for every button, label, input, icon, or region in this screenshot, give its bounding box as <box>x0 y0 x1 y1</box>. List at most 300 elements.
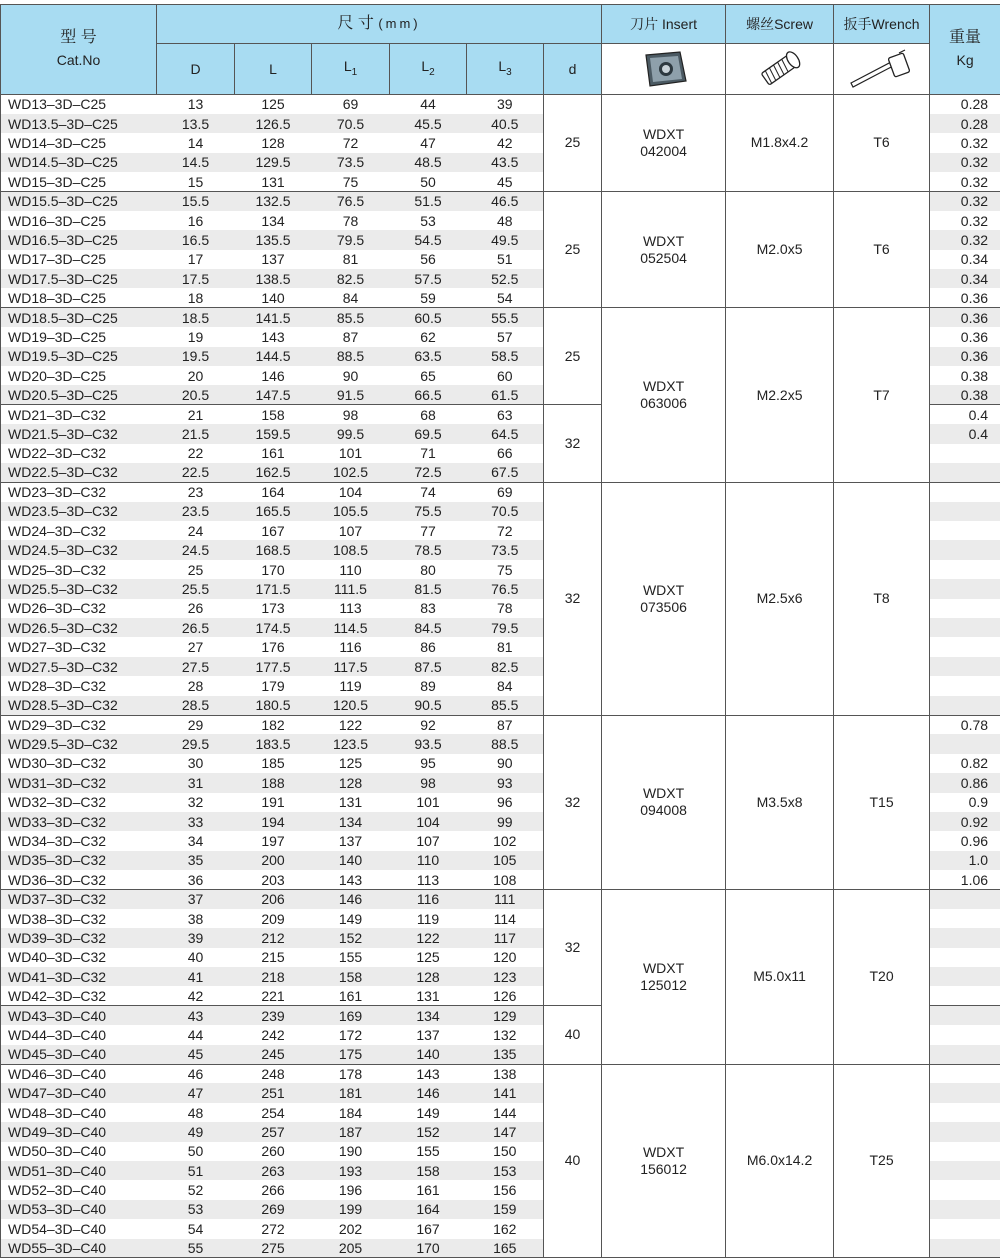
cell-weight: 0.9 <box>930 793 1000 812</box>
cell-d: 25 <box>544 191 602 307</box>
table-row <box>1 95 1000 114</box>
cell-D: 15 <box>187 173 204 190</box>
cell-cat-no: WD29–3D–C32 <box>1 715 157 734</box>
cell-weight: 1.0 <box>930 851 1000 870</box>
cell-weight <box>930 1025 1000 1044</box>
cell-D: 17.5 <box>157 269 235 288</box>
cell-L: 167 <box>261 522 285 539</box>
cell-L1: 193 <box>312 1161 390 1180</box>
cell-L: 129.5 <box>235 153 312 172</box>
cell-L3: 45 <box>467 172 544 191</box>
cell-weight <box>930 734 1000 753</box>
cell-cat-no: WD54–3D–C40 <box>1 1219 157 1238</box>
cell-D: 54 <box>187 1220 204 1237</box>
cell-L: 197 <box>261 833 285 850</box>
cell-L3: 111 <box>467 890 544 909</box>
cell-L2: 57.5 <box>390 269 467 288</box>
cell-L1: 101 <box>338 445 363 462</box>
cell-L2: 84.5 <box>390 618 467 637</box>
cell-L1: 169 <box>312 1006 390 1025</box>
cell-cat-no: WD52–3D–C40 <box>1 1180 157 1199</box>
cell-cat-no: WD30–3D–C32 <box>1 754 157 773</box>
cell-D: 16 <box>187 212 204 229</box>
cell-cat-no: WD39–3D–C32 <box>1 928 157 947</box>
cell-L1: 199 <box>312 1200 390 1219</box>
cell-weight: 0.36 <box>930 288 1000 307</box>
cell-weight: 0.34 <box>930 250 1000 269</box>
cell-L3: 78 <box>467 599 544 618</box>
cell-L1: 85.5 <box>312 308 390 327</box>
cell-cat-no: WD14–3D–C25 <box>1 133 157 152</box>
header-weight-en: Kg <box>956 52 974 68</box>
cell-L1: 98 <box>312 405 390 424</box>
cell-L1: 75 <box>342 173 359 190</box>
cell-L3: 141 <box>467 1083 544 1102</box>
cell-wrench: T6 <box>834 191 930 307</box>
cell-weight: 0.38 <box>930 366 1000 385</box>
insert-code: WDXT <box>642 1143 685 1160</box>
cell-L3: 93 <box>467 773 544 792</box>
cell-cat-no: WD15.5–3D–C25 <box>1 191 157 210</box>
cell-L2: 158 <box>390 1161 467 1180</box>
cell-L3: 54 <box>467 288 544 307</box>
cell-L1: 104 <box>312 482 390 501</box>
cell-L2: 93.5 <box>390 734 467 753</box>
cell-weight <box>930 637 1000 656</box>
cell-L2: 116 <box>390 890 467 909</box>
cell-cat-no: WD23.5–3D–C32 <box>1 502 157 521</box>
cell-wrench: T25 <box>834 1064 930 1258</box>
cell-cat-no: WD41–3D–C32 <box>1 967 157 986</box>
cell-screw: M1.8x4.2 <box>726 95 834 192</box>
cell-L2: 167 <box>416 1220 440 1237</box>
insert-size: 042004 <box>640 142 687 159</box>
cell-L2: 119 <box>416 910 440 927</box>
cell-D: 41 <box>157 967 235 986</box>
cell-weight <box>930 618 1000 637</box>
cell-L1: 134 <box>312 812 390 831</box>
cell-L: 266 <box>261 1182 285 1199</box>
cell-D: 37 <box>157 890 235 909</box>
cell-L3: 138 <box>467 1064 544 1083</box>
cell-L1: 123.5 <box>312 734 390 753</box>
cell-L: 212 <box>235 928 312 947</box>
cell-L1: 146 <box>312 890 390 909</box>
cell-L3: 165 <box>467 1239 544 1258</box>
cell-L3: 120 <box>467 948 544 967</box>
cell-cat-no: WD26–3D–C32 <box>1 599 157 618</box>
cell-D: 24.5 <box>157 540 235 559</box>
header-weight-cn: 重量 <box>949 29 982 46</box>
cell-L3: 64.5 <box>467 424 544 443</box>
cell-L1: 125 <box>338 755 363 772</box>
cell-L3: 135 <box>467 1045 544 1064</box>
cell-D: 16.5 <box>157 230 235 249</box>
cell-L: 182 <box>235 715 312 734</box>
cell-D: 14 <box>187 134 204 151</box>
cell-L3: 99 <box>467 812 544 831</box>
cell-L2: 62 <box>420 328 436 345</box>
cell-L3: 123 <box>467 967 544 986</box>
table-row <box>1 1064 1000 1083</box>
insert-code: WDXT <box>642 785 685 802</box>
cell-cat-no: WD53–3D–C40 <box>1 1200 157 1219</box>
cell-L2: 68 <box>390 405 467 424</box>
cell-L: 146 <box>261 367 285 384</box>
cell-weight: 0.34 <box>930 269 1000 288</box>
cell-weight: 0.92 <box>930 812 1000 831</box>
cell-L2: 59 <box>420 289 436 306</box>
cell-L1: 137 <box>338 833 363 850</box>
cell-cat-no: WD38–3D–C32 <box>1 909 157 928</box>
insert-code: WDXT <box>642 581 685 598</box>
cell-weight <box>930 521 1000 540</box>
cell-L1: 88.5 <box>312 347 390 366</box>
cell-L: 126.5 <box>235 114 312 133</box>
cell-L1: 196 <box>338 1182 363 1199</box>
spec-table <box>0 4 1000 1258</box>
header-screw <box>726 5 834 44</box>
cell-weight <box>930 560 1000 579</box>
cell-L: 179 <box>261 677 285 694</box>
cell-D: 55 <box>157 1239 235 1258</box>
cell-d: 32 <box>544 715 602 890</box>
cell-L3: 52.5 <box>467 269 544 288</box>
cell-d: 40 <box>544 1064 602 1258</box>
cell-L2: 122 <box>390 928 467 947</box>
cell-L1: 128 <box>312 773 390 792</box>
cell-L2: 63.5 <box>390 347 467 366</box>
cell-L: 203 <box>261 871 285 888</box>
cell-D: 40 <box>187 949 204 966</box>
cell-L1: 84 <box>342 289 359 306</box>
cell-weight: 0.28 <box>930 114 1000 133</box>
cell-L2: 78.5 <box>390 540 467 559</box>
table-row <box>1 890 1000 909</box>
cell-L: 138.5 <box>235 269 312 288</box>
cell-L: 248 <box>235 1064 312 1083</box>
cell-screw: M6.0x14.2 <box>726 1064 834 1258</box>
cell-D: 25 <box>187 561 204 578</box>
cell-L: 215 <box>261 949 285 966</box>
wrench-image <box>834 44 930 95</box>
header-screw-cn: 螺丝 <box>746 16 775 32</box>
cell-weight <box>930 444 1000 463</box>
table-row <box>1 715 1000 734</box>
cell-L: 141.5 <box>235 308 312 327</box>
cell-L3: 102 <box>467 831 544 850</box>
cell-D: 21 <box>157 405 235 424</box>
cell-weight: 0.96 <box>930 831 1000 850</box>
cell-L: 134 <box>261 212 285 229</box>
cell-cat-no: WD43–3D–C40 <box>1 1006 157 1025</box>
cell-L3: 156 <box>467 1180 544 1199</box>
cell-L: 159.5 <box>235 424 312 443</box>
cell-L: 176 <box>261 639 285 656</box>
cell-D: 42 <box>187 987 204 1004</box>
cell-L1: 113 <box>339 600 362 617</box>
cell-L: 137 <box>261 251 285 268</box>
insert-size: 125012 <box>640 976 687 993</box>
cell-insert <box>602 890 726 1065</box>
cell-L1: 69 <box>312 95 390 114</box>
cell-L2: 152 <box>390 1122 467 1141</box>
cell-L2: 161 <box>416 1182 440 1199</box>
cell-L3: 40.5 <box>467 114 544 133</box>
cell-cat-no: WD22–3D–C32 <box>1 444 157 463</box>
cell-D: 39 <box>157 928 235 947</box>
cell-D: 13.5 <box>157 114 235 133</box>
cell-D: 48 <box>187 1104 204 1121</box>
cell-D: 35 <box>157 851 235 870</box>
cell-cat-no: WD17.5–3D–C25 <box>1 269 157 288</box>
cell-weight <box>930 1064 1000 1083</box>
cell-cat-no: WD36–3D–C32 <box>1 870 157 889</box>
insert-size: 052504 <box>640 249 687 266</box>
cell-cat-no: WD55–3D–C40 <box>1 1239 157 1258</box>
cell-weight: 0.4 <box>930 405 1000 424</box>
cell-cat-no: WD29.5–3D–C32 <box>1 734 157 753</box>
cell-L: 168.5 <box>235 540 312 559</box>
cell-weight: 0.32 <box>930 133 1000 152</box>
cell-weight <box>930 986 1000 1005</box>
cell-L3: 85.5 <box>467 696 544 715</box>
cell-L2: 83 <box>420 600 436 617</box>
cell-weight: 0.36 <box>930 347 1000 366</box>
cell-cat-no: WD50–3D–C40 <box>1 1142 157 1161</box>
cell-D: 20.5 <box>157 385 235 404</box>
cell-L: 162.5 <box>235 463 312 482</box>
cell-cat-no: WD28–3D–C32 <box>1 676 157 695</box>
cell-L3: 108 <box>467 870 544 889</box>
cell-insert <box>602 191 726 307</box>
cell-weight <box>930 1103 1000 1122</box>
cell-L: 143 <box>261 328 285 345</box>
cell-L: 158 <box>235 405 312 424</box>
cell-cat-no: WD23–3D–C32 <box>1 482 157 501</box>
cell-weight: 0.32 <box>930 172 1000 191</box>
cell-L: 191 <box>261 794 285 811</box>
cell-L: 161 <box>261 445 285 462</box>
cell-D: 26 <box>187 600 204 617</box>
cell-L3: 51 <box>467 250 544 269</box>
cell-D: 44 <box>187 1026 204 1043</box>
cell-D: 50 <box>187 1143 204 1160</box>
cell-d: 25 <box>544 308 602 405</box>
cell-L2: 170 <box>390 1239 467 1258</box>
cell-cat-no: WD16–3D–C25 <box>1 211 157 230</box>
cell-L1: 73.5 <box>312 153 390 172</box>
cell-cat-no: WD15–3D–C25 <box>1 172 157 191</box>
cell-cat-no: WD21.5–3D–C32 <box>1 424 157 443</box>
cell-screw: M2.5x6 <box>726 482 834 715</box>
cell-D: 27 <box>187 639 204 656</box>
cell-L1: 105.5 <box>312 502 390 521</box>
cell-L2: 45.5 <box>390 114 467 133</box>
insert-image <box>602 44 726 95</box>
cell-L: 272 <box>261 1220 285 1237</box>
cell-d: 32 <box>544 405 602 483</box>
header-col-L2: $L_2$ <box>390 44 467 95</box>
header-model-en: Cat.No <box>56 52 101 68</box>
cell-L: 251 <box>235 1083 312 1102</box>
cell-D: 51 <box>157 1161 235 1180</box>
cell-weight <box>930 1180 1000 1199</box>
cell-D: 31 <box>157 773 235 792</box>
cell-L: 257 <box>235 1122 312 1141</box>
cell-L2: 140 <box>390 1045 467 1064</box>
cell-D: 29 <box>157 715 235 734</box>
cell-D: 22 <box>187 445 204 462</box>
cell-L2: 134 <box>390 1006 467 1025</box>
cell-weight: 0.4 <box>930 424 1000 443</box>
cell-L: 239 <box>235 1006 312 1025</box>
cell-L: 263 <box>235 1161 312 1180</box>
cell-L3: 88.5 <box>467 734 544 753</box>
cell-cat-no: WD14.5–3D–C25 <box>1 153 157 172</box>
cell-L2: 47 <box>420 134 436 151</box>
cell-L: 183.5 <box>235 734 312 753</box>
cell-cat-no: WD13–3D–C25 <box>1 95 157 114</box>
cell-L: 174.5 <box>235 618 312 637</box>
cell-D: 53 <box>157 1200 235 1219</box>
cell-L2: 125 <box>416 949 440 966</box>
cell-L2: 104 <box>390 812 467 831</box>
cell-wrench: T6 <box>834 95 930 192</box>
cell-L2: 66.5 <box>390 385 467 404</box>
cell-L2: 113 <box>416 871 440 888</box>
cell-cat-no: WD44–3D–C40 <box>1 1025 157 1044</box>
cell-L3: 105 <box>467 851 544 870</box>
cell-cat-no: WD49–3D–C40 <box>1 1122 157 1141</box>
cell-L: 221 <box>261 987 285 1004</box>
cell-L1: 79.5 <box>312 230 390 249</box>
cell-L2: 155 <box>416 1143 440 1160</box>
cell-L3: 39 <box>467 95 544 114</box>
cell-L2: 101 <box>416 794 440 811</box>
screw-image <box>726 44 834 95</box>
cell-L2: 56 <box>420 251 436 268</box>
cell-insert <box>602 482 726 715</box>
header-insert <box>602 5 726 44</box>
cell-cat-no: WD13.5–3D–C25 <box>1 114 157 133</box>
cell-L2: 69.5 <box>390 424 467 443</box>
cell-weight: 0.32 <box>930 153 1000 172</box>
cell-D: 19 <box>187 328 204 345</box>
cell-L2: 149 <box>416 1104 440 1121</box>
cell-L: 140 <box>261 289 285 306</box>
cell-weight <box>930 482 1000 501</box>
cell-cat-no: WD32–3D–C32 <box>1 793 157 812</box>
cell-insert <box>602 715 726 890</box>
cell-L2: 80 <box>420 561 436 578</box>
cell-L2: 72.5 <box>390 463 467 482</box>
header-model <box>1 5 157 95</box>
cell-cat-no: WD20.5–3D–C25 <box>1 385 157 404</box>
insert-size: 156012 <box>640 1160 687 1177</box>
cell-screw: M2.0x5 <box>726 191 834 307</box>
cell-L: 180.5 <box>235 696 312 715</box>
cell-L1: 108.5 <box>312 540 390 559</box>
cell-L3: 159 <box>467 1200 544 1219</box>
cell-cat-no: WD51–3D–C40 <box>1 1161 157 1180</box>
cell-wrench: T7 <box>834 308 930 483</box>
cell-weight <box>930 540 1000 559</box>
cell-D: 24 <box>187 522 204 539</box>
cell-wrench: T8 <box>834 482 930 715</box>
cell-screw: M2.2x5 <box>726 308 834 483</box>
cell-wrench: T15 <box>834 715 930 890</box>
cell-L1: 184 <box>338 1104 363 1121</box>
cell-L: 188 <box>235 773 312 792</box>
cell-cat-no: WD48–3D–C40 <box>1 1103 157 1122</box>
cell-D: 46 <box>157 1064 235 1083</box>
cell-cat-no: WD18–3D–C25 <box>1 288 157 307</box>
cell-weight <box>930 948 1000 967</box>
cell-L1: 110 <box>339 561 362 578</box>
cell-L2: 86 <box>420 639 436 656</box>
cell-weight <box>930 502 1000 521</box>
cell-D: 49 <box>157 1122 235 1141</box>
cell-L: 135.5 <box>235 230 312 249</box>
cell-L3: 150 <box>467 1142 544 1161</box>
cell-weight <box>930 1200 1000 1219</box>
cell-L: 242 <box>261 1026 285 1043</box>
header-weight <box>930 5 1000 95</box>
cell-L3: 69 <box>467 482 544 501</box>
cell-L1: 76.5 <box>312 191 390 210</box>
cell-L: 171.5 <box>235 579 312 598</box>
cell-L2: 60.5 <box>390 308 467 327</box>
cell-L1: 99.5 <box>312 424 390 443</box>
cell-L1: 178 <box>312 1064 390 1083</box>
cell-cat-no: WD17–3D–C25 <box>1 250 157 269</box>
cell-D: 15.5 <box>157 191 235 210</box>
cell-L3: 75 <box>467 560 544 579</box>
cell-d: 40 <box>544 1006 602 1064</box>
cell-L3: 147 <box>467 1122 544 1141</box>
cell-cat-no: WD25.5–3D–C32 <box>1 579 157 598</box>
header-dims-cn: 尺 寸 <box>337 15 374 32</box>
cell-L1: 143 <box>338 871 363 888</box>
cell-D: 21.5 <box>157 424 235 443</box>
cell-L1: 91.5 <box>312 385 390 404</box>
cell-L1: 120.5 <box>312 696 390 715</box>
cell-insert <box>602 1064 726 1258</box>
cell-L3: 126 <box>467 986 544 1005</box>
cell-L2: 74 <box>390 482 467 501</box>
cell-L2: 75.5 <box>390 502 467 521</box>
cell-weight <box>930 1142 1000 1161</box>
cell-L: 245 <box>235 1045 312 1064</box>
cell-insert <box>602 95 726 192</box>
cell-weight <box>930 463 1000 482</box>
cell-weight <box>930 579 1000 598</box>
cell-L1: 81 <box>342 251 359 268</box>
cell-L1: 117.5 <box>312 657 390 676</box>
cell-d: 25 <box>544 95 602 192</box>
cell-L3: 48 <box>467 211 544 230</box>
cell-L2: 131 <box>416 987 440 1004</box>
cell-L3: 57 <box>467 327 544 346</box>
cell-D: 20 <box>187 367 204 384</box>
cell-L1: 107 <box>338 522 363 539</box>
cell-weight <box>930 890 1000 909</box>
header-dims-unit: (mm) <box>378 16 421 31</box>
cell-L2: 54.5 <box>390 230 467 249</box>
cell-D: 23 <box>157 482 235 501</box>
cell-D: 27.5 <box>157 657 235 676</box>
